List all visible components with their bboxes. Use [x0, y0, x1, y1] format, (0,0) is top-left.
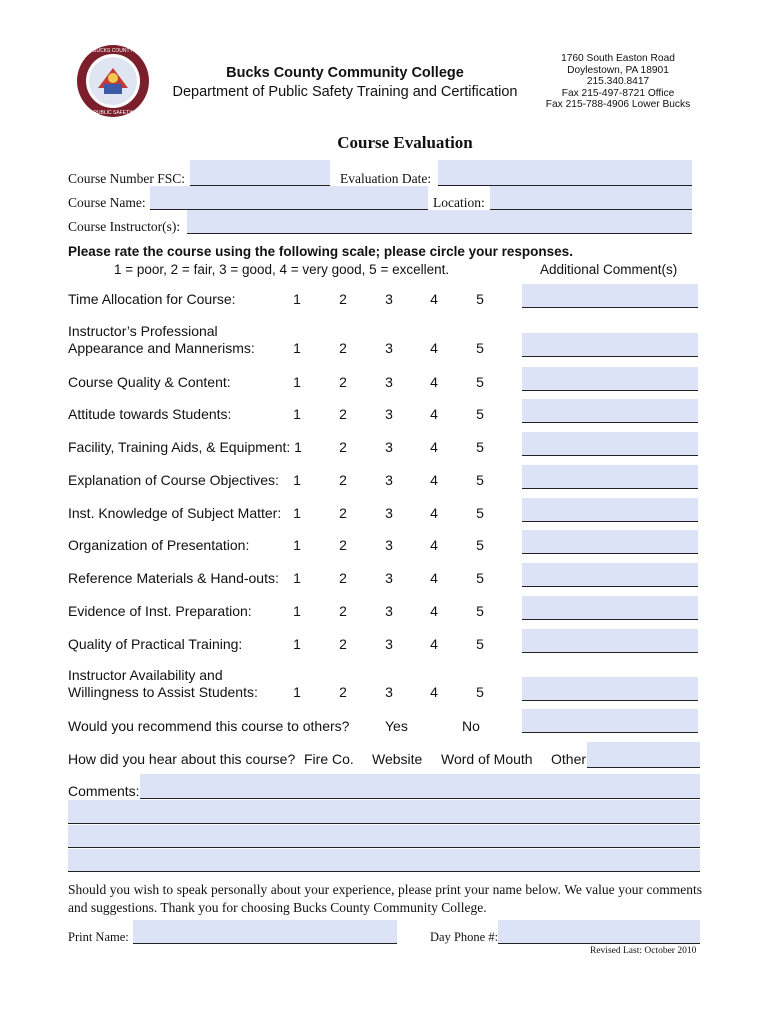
rating-option-2[interactable]: 2 [339, 406, 347, 422]
rating-option-3[interactable]: 3 [385, 537, 393, 553]
course-number-field[interactable] [190, 160, 330, 186]
rating-option-2[interactable]: 2 [339, 505, 347, 521]
header-title [160, 64, 530, 102]
hear-option-other[interactable]: Other [551, 751, 587, 767]
instructors-label: Course Instructor(s): [68, 219, 181, 234]
additional-comment-field[interactable] [522, 432, 698, 456]
rating-item-label: Inst. Knowledge of Subject Matter: [68, 505, 282, 521]
rating-option-1[interactable]: 1 [293, 374, 301, 390]
rating-option-1[interactable]: 1 [293, 472, 301, 488]
course-name-field[interactable] [150, 186, 428, 210]
additional-comment-field[interactable] [522, 399, 698, 423]
rating-item-label: Organization of Presentation: [68, 537, 250, 553]
rating-option-2[interactable]: 2 [339, 603, 347, 619]
rating-option-2[interactable]: 2 [339, 374, 347, 390]
additional-comment-field[interactable] [522, 530, 698, 554]
rating-option-5[interactable]: 5 [476, 374, 484, 390]
rating-option-5[interactable]: 5 [476, 291, 484, 307]
recommend-yes[interactable]: Yes [385, 718, 408, 734]
fax-line: Fax 215-497-8721 Office [561, 87, 675, 99]
evaluation-date-label: Evaluation Date: [340, 171, 432, 186]
hear-option-fire-co[interactable]: Fire Co. [304, 751, 354, 767]
location-field[interactable] [490, 186, 692, 210]
rating-option-4[interactable]: 4 [430, 472, 438, 488]
rating-option-4[interactable]: 4 [430, 537, 438, 553]
rating-instruction: Please rate the course using the following scale; please circle your responses. [68, 244, 573, 259]
rating-item-label: Quality of Practical Training: [68, 636, 243, 652]
additional-comment-field[interactable] [522, 333, 698, 357]
rating-option-1[interactable]: 1 [293, 684, 301, 700]
rating-item-label: Time Allocation for Course: [68, 291, 236, 307]
rating-option-2[interactable]: 2 [339, 636, 347, 652]
comments-label: Comments: [68, 783, 140, 799]
rating-item-label: Instructor Availability and Willingness to Assist Students: [68, 667, 258, 700]
rating-item-label: Evidence of Inst. Preparation: [68, 603, 252, 619]
svg-text:PUBLIC SAFETY: PUBLIC SAFETY [93, 110, 133, 116]
day-phone-label: Day Phone #: [430, 930, 499, 944]
rating-item-label: Reference Materials & Hand-outs: [68, 570, 279, 586]
rating-option-5[interactable]: 5 [476, 406, 484, 422]
rating-option-5[interactable]: 5 [476, 340, 484, 356]
hear-other-field[interactable] [587, 742, 700, 768]
rating-option-1[interactable]: 1 [293, 570, 301, 586]
svg-text:BUCKS COUNTY: BUCKS COUNTY [93, 48, 133, 54]
rating-option-4[interactable]: 4 [430, 291, 438, 307]
college-name: Bucks County Community College [226, 65, 464, 81]
rating-option-1[interactable]: 1 [293, 340, 301, 356]
rating-option-3[interactable]: 3 [385, 291, 393, 307]
recommend-no[interactable]: No [462, 718, 480, 734]
additional-comment-field[interactable] [522, 367, 698, 391]
rating-option-3[interactable]: 3 [385, 472, 393, 488]
rating-item-label: Facility, Training Aids, & Equipment: 1 [68, 439, 302, 455]
phone-line: 215.340.8417 [586, 76, 650, 88]
rating-option-5[interactable]: 5 [476, 684, 484, 700]
rating-item-label: Attitude towards Students: [68, 406, 232, 422]
rating-option-4[interactable]: 4 [430, 570, 438, 586]
print-name-field[interactable] [133, 920, 397, 944]
additional-comment-field[interactable] [522, 284, 698, 308]
rating-option-5[interactable]: 5 [476, 505, 484, 521]
day-phone-field[interactable] [498, 920, 700, 944]
recommend-question: Would you recommend this course to others? [68, 718, 350, 734]
additional-comments-header: Additional Comment(s) [540, 262, 678, 277]
print-name-label: Print Name: [68, 930, 129, 944]
college-seal [76, 44, 150, 118]
rating-option-5[interactable]: 5 [476, 537, 484, 553]
rating-option-2[interactable]: 2 [339, 684, 347, 700]
instructors-field[interactable] [187, 210, 692, 234]
address-block [538, 53, 698, 111]
rating-option-2[interactable]: 2 [339, 340, 347, 356]
rating-option-2[interactable]: 2 [339, 472, 347, 488]
rating-option-4[interactable]: 4 [430, 406, 438, 422]
rating-option-3[interactable]: 3 [385, 505, 393, 521]
page-title: Course Evaluation [337, 133, 473, 152]
rating-option-1[interactable]: 1 [293, 406, 301, 422]
rating-option-2[interactable]: 2 [339, 570, 347, 586]
rating-option-1[interactable]: 1 [293, 636, 301, 652]
rating-option-4[interactable]: 4 [430, 340, 438, 356]
hear-question: How did you hear about this course? [68, 751, 296, 767]
department-name: Department of Public Safety Training and Certification [172, 84, 518, 100]
rating-option-4[interactable]: 4 [430, 684, 438, 700]
rating-option-4[interactable]: 4 [430, 636, 438, 652]
rating-option-4[interactable]: 4 [430, 603, 438, 619]
rating-option-1[interactable]: 1 [293, 291, 301, 307]
additional-comment-field[interactable] [522, 677, 698, 701]
rating-scale: 1 = poor, 2 = fair, 3 = good, 4 = very good, 5 = excellent. [114, 262, 450, 277]
comments-field[interactable] [140, 774, 700, 799]
rating-option-2[interactable]: 2 [339, 291, 347, 307]
rating-option-4[interactable]: 4 [430, 505, 438, 521]
rating-option-5[interactable]: 5 [476, 439, 484, 455]
rating-option-5[interactable]: 5 [476, 472, 484, 488]
recommend-comment-field[interactable] [522, 709, 698, 733]
rating-option-4[interactable]: 4 [430, 374, 438, 390]
rating-option-2[interactable]: 2 [339, 439, 347, 455]
rating-option-4[interactable]: 4 [430, 439, 438, 455]
comments-field[interactable] [68, 849, 700, 872]
additional-comment-field[interactable] [522, 563, 698, 587]
rating-item-label: Explanation of Course Objectives: [68, 472, 279, 488]
rating-option-1[interactable]: 1 [293, 537, 301, 553]
rating-option-5[interactable]: 5 [476, 636, 484, 652]
hear-option-word-of-mouth[interactable]: Word of Mouth [441, 751, 533, 767]
rating-option-2[interactable]: 2 [339, 537, 347, 553]
evaluation-date-field[interactable] [438, 160, 692, 186]
rating-option-5[interactable]: 5 [476, 570, 484, 586]
rating-option-3[interactable]: 3 [385, 439, 393, 455]
rating-option-1[interactable]: 1 [293, 603, 301, 619]
comments-field[interactable] [68, 825, 700, 848]
rating-option-3[interactable]: 3 [385, 603, 393, 619]
rating-option-3[interactable]: 3 [385, 374, 393, 390]
rating-option-3[interactable]: 3 [385, 684, 393, 700]
rating-option-3[interactable]: 3 [385, 570, 393, 586]
additional-comment-field[interactable] [522, 629, 698, 653]
address-line: Doylestown, PA 18901 [567, 64, 669, 76]
location-label: Location: [433, 195, 485, 210]
hear-option-website[interactable]: Website [372, 751, 423, 767]
comments-field[interactable] [68, 800, 700, 824]
course-number-label: Course Number FSC: [68, 171, 186, 186]
fax-line: Fax 215-788-4906 Lower Bucks [545, 99, 691, 111]
rating-item-label: Instructor’s Professional Appearance and Mannerisms: [68, 323, 255, 356]
rating-option-3[interactable]: 3 [385, 340, 393, 356]
closing-text: Should you wish to speak personally about your experience, please print your name below. We value your comments and suggestions. Thank you for choosing Bucks County Community College. [68, 882, 702, 915]
rating-option-5[interactable]: 5 [476, 603, 484, 619]
additional-comment-field[interactable] [522, 498, 698, 522]
revised-date: Revised Last: October 2010 [590, 946, 697, 956]
address-line: 1760 South Easton Road [561, 53, 675, 64]
rating-option-3[interactable]: 3 [385, 636, 393, 652]
rating-option-1[interactable]: 1 [293, 505, 301, 521]
additional-comment-field[interactable] [522, 596, 698, 620]
additional-comment-field[interactable] [522, 465, 698, 489]
course-name-label: Course Name: [68, 195, 146, 210]
rating-option-3[interactable]: 3 [385, 406, 393, 422]
rating-item-label: Course Quality & Content: [68, 374, 231, 390]
